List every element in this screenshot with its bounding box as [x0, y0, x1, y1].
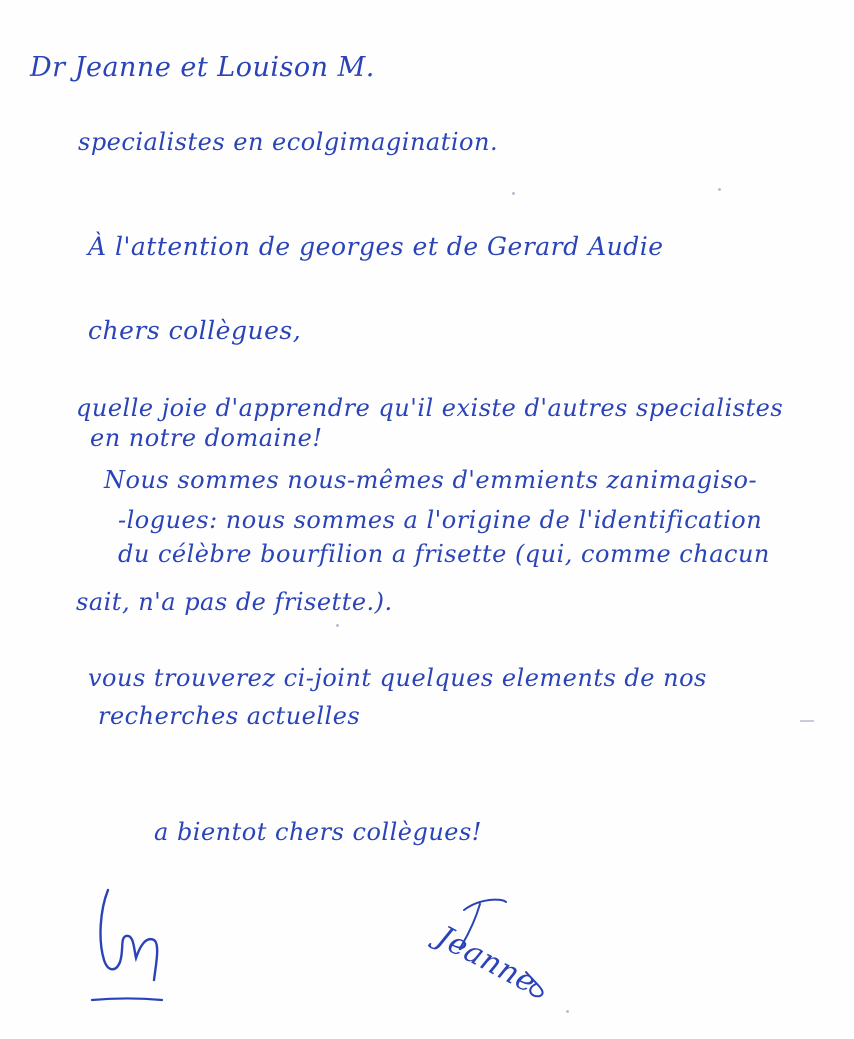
paper-speck — [336, 624, 339, 627]
letter-header-title: specialistes en ecolgimagination. — [78, 128, 499, 156]
paper-speck — [718, 188, 721, 191]
signature-right: Jeanne — [430, 919, 542, 1001]
body-line: recherches actuelles — [98, 702, 361, 730]
body-line: quelle joie d'apprendre qu'il existe d'autres specialistes — [76, 394, 784, 422]
closing-line: a bientot chers collègues! — [154, 818, 482, 846]
letter-header-name: Dr Jeanne et Louison M. — [30, 52, 375, 83]
attention-line: À l'attention de georges et de Gerard Audie — [88, 232, 664, 261]
signature-left-graphic — [90, 880, 180, 1010]
body-line: en notre domaine! — [90, 424, 323, 452]
salutation: chers collègues, — [88, 316, 302, 345]
paper-speck — [512, 192, 515, 195]
body-line: sait, n'a pas de frisette.). — [76, 588, 393, 616]
body-line: vous trouverez ci-joint quelques elements de nos — [88, 664, 707, 692]
signature-right-flourish — [440, 888, 570, 1008]
paper-mark — [800, 720, 814, 722]
body-line: du célèbre bourfilion a frisette (qui, comme chacun — [118, 540, 770, 568]
body-line: Nous sommes nous-mêmes d'emmients zanimagiso- — [104, 466, 758, 494]
paper-speck — [566, 1010, 569, 1013]
body-line: -logues: nous sommes a l'origine de l'identification — [118, 506, 763, 534]
